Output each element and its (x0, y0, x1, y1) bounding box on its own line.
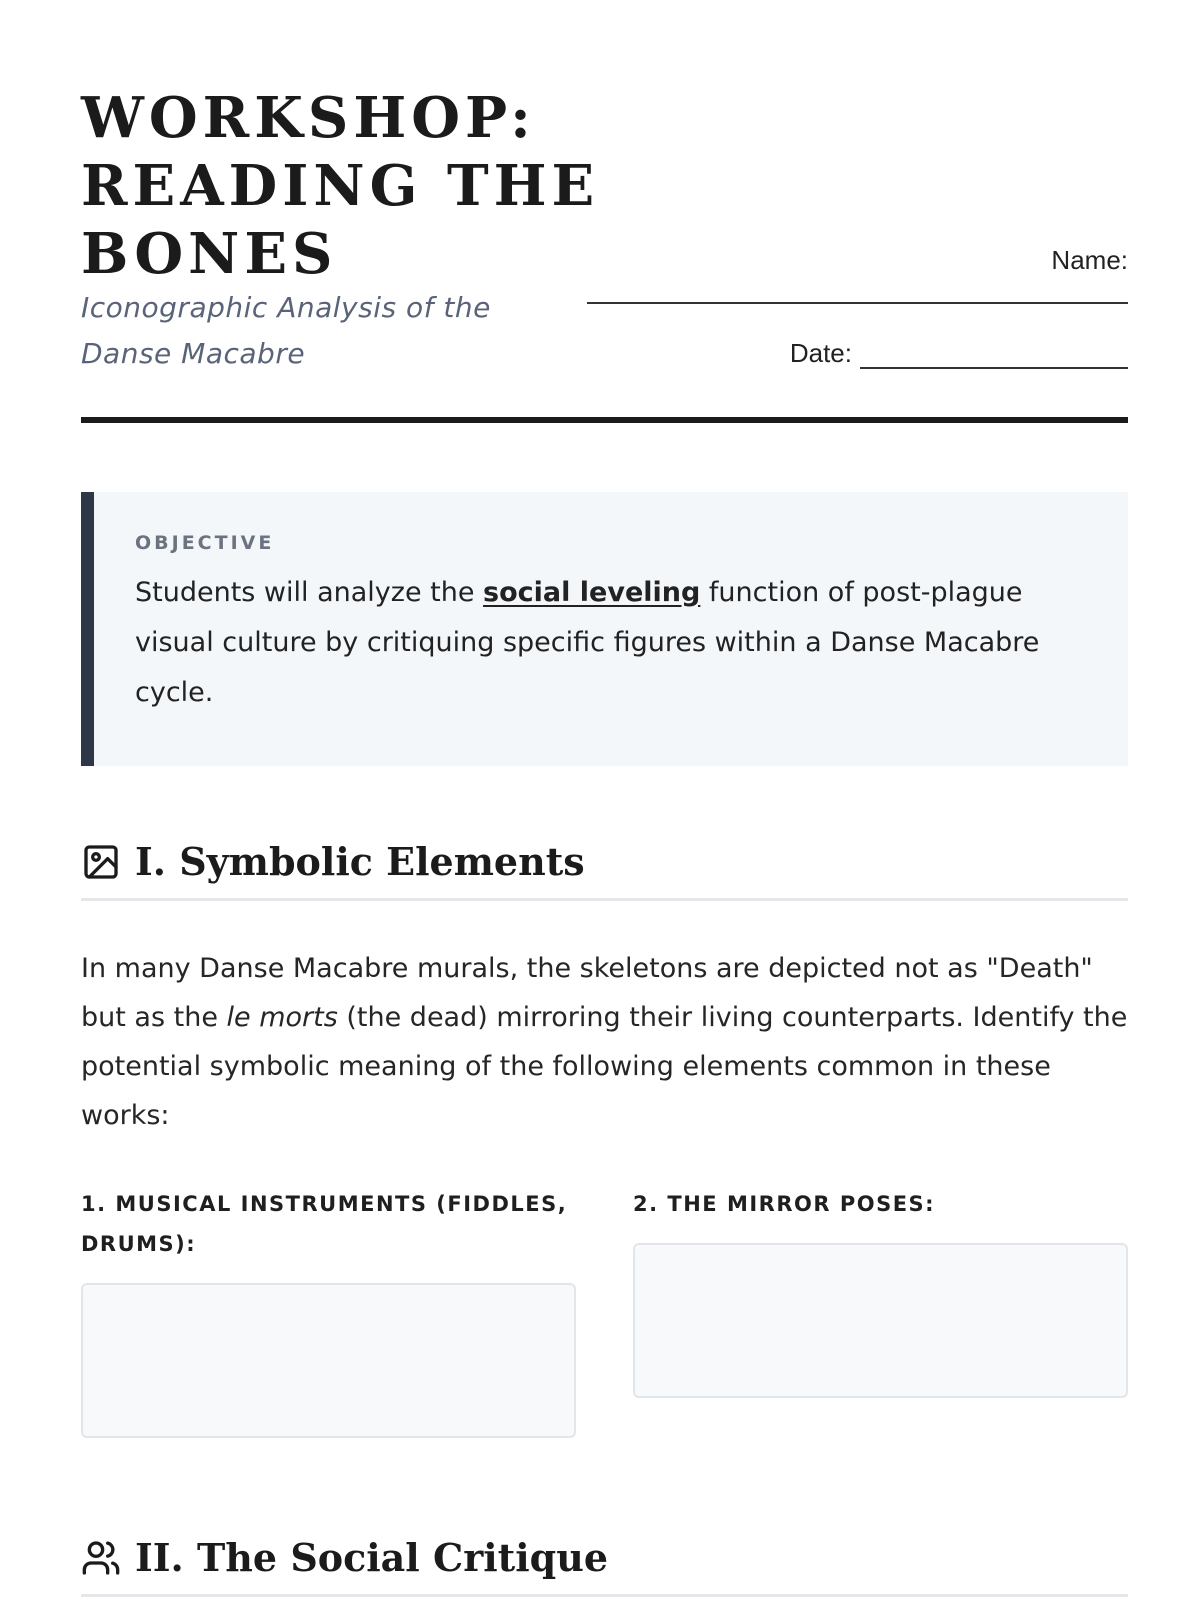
objective-text: Students will analyze the social leveling function of post-plague visual culture by critiquing specific figures within a Danse Macabre cycle. (135, 577, 1040, 708)
page-subtitle: Iconographic Analysis of the Danse Macabre (81, 291, 491, 370)
answer-box-1[interactable] (81, 1283, 576, 1438)
answer-box-2[interactable] (633, 1243, 1128, 1398)
section-social-critique-header (81, 1530, 1128, 1597)
date-row (790, 338, 1128, 369)
date-field[interactable] (860, 343, 1128, 369)
date-label: Date: (789, 338, 852, 368)
objective-box (81, 492, 1128, 766)
question-2 (633, 1184, 1128, 1224)
header-divider (81, 417, 1128, 423)
section-symbolic-elements-header (81, 834, 1128, 901)
section-title: II. The Social Critique (135, 1535, 609, 1580)
question-label: 1. MUSICAL INSTRUMENTS (FIDDLES, DRUMS): (81, 1192, 568, 1256)
worksheet-page (81, 0, 1128, 1600)
question-1 (81, 1184, 576, 1264)
page-title: WORKSHOP: READING THE BONES (81, 85, 600, 287)
users-icon (81, 1538, 121, 1578)
image-icon (81, 842, 121, 882)
objective-label: OBJECTIVE (135, 532, 275, 554)
name-label: Name: (1051, 245, 1128, 275)
objective-emphasis: social leveling (483, 577, 701, 608)
section-intro-paragraph: In many Danse Macabre murals, the skeletons are depicted not as "Death" but as the le morts (the dead) mirroring their living counterparts. Identify the potential symbolic meaning of the following elements common in these works: (81, 953, 1128, 1131)
question-label: 2. THE MIRROR POSES: (633, 1192, 936, 1216)
section-title: I. Symbolic Elements (135, 839, 585, 884)
name-field[interactable] (587, 302, 1128, 304)
